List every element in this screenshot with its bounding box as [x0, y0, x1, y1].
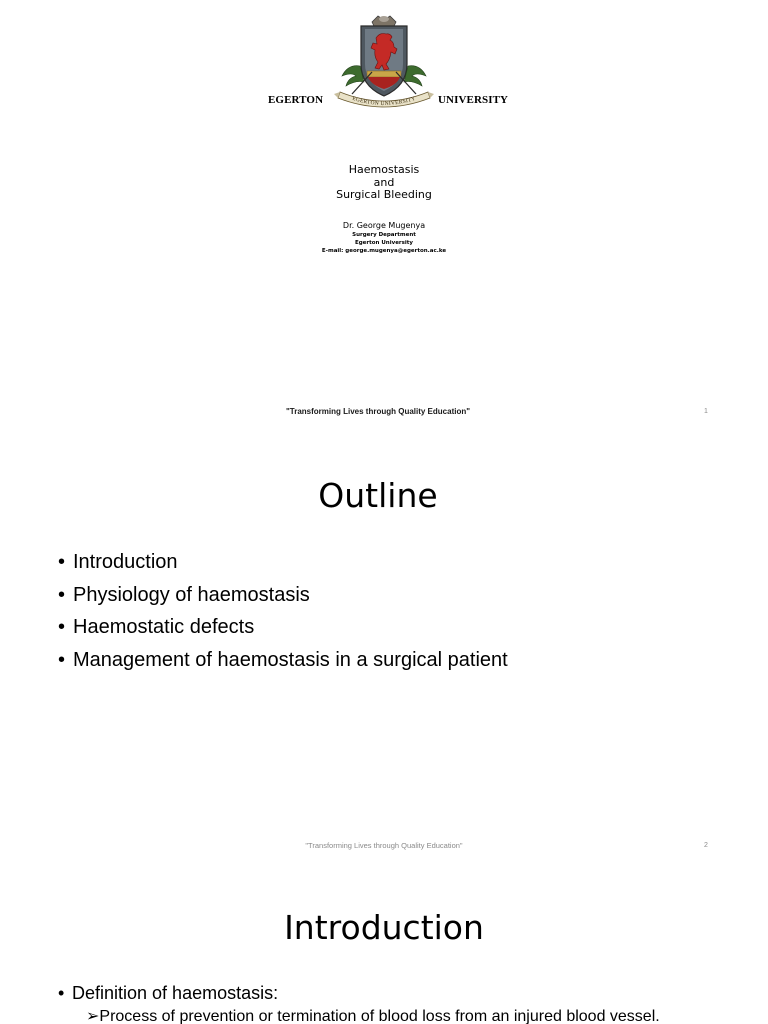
list-item	[58, 646, 508, 679]
university-crest-logo	[334, 14, 434, 110]
svg-text:EGERTON UNIVERSITY	[351, 96, 416, 107]
slide-page-number: 2	[704, 842, 708, 849]
list-item-text: Physiology of haemostasis	[73, 583, 310, 606]
list-item-text: Introduction	[73, 551, 178, 573]
title-line-1: Haemostasis	[348, 163, 420, 176]
title-line-3: Surgical Bleeding	[336, 188, 432, 201]
slide-1	[0, 0, 768, 434]
bullet-glyph: •	[58, 983, 65, 1003]
slide-title: Outline	[318, 476, 438, 515]
slide-2	[0, 434, 768, 868]
slide-page-number: 1	[704, 408, 708, 415]
list-item	[58, 981, 278, 1005]
author-institution: Egerton University	[354, 240, 414, 246]
bullet-glyph: •	[58, 648, 66, 671]
list-item	[58, 613, 508, 646]
slide-footer-motto: "Transforming Lives through Quality Education"	[285, 407, 471, 416]
arrow-bullet-icon: ➢	[86, 1008, 100, 1024]
slide-title: Introduction	[284, 908, 484, 947]
list-item-text: Haemostatic defects	[73, 616, 255, 638]
title-line-2: and	[373, 175, 395, 189]
bullet-glyph: •	[58, 583, 66, 606]
university-name-right: UNIVERSITY	[438, 94, 509, 106]
sub-list-item-text: Process of prevention or termination of blood loss from an injured blood vessel.	[99, 1008, 660, 1024]
slide-3	[0, 868, 768, 1024]
outline-list	[58, 548, 508, 678]
list-item-text: Management of haemostasis in a surgical patient	[73, 648, 508, 671]
author-info	[0, 221, 768, 255]
presentation-title	[0, 164, 768, 202]
sub-list-item	[86, 1007, 660, 1024]
list-item-text: Definition of haemostasis:	[72, 983, 279, 1003]
author-email: E-mail: george.mugenya@egerton.ac.ke	[321, 248, 447, 254]
list-item	[58, 548, 508, 581]
bullet-glyph: •	[58, 616, 66, 638]
author-department: Surgery Department	[352, 232, 416, 238]
university-name-left: EGERTON	[268, 94, 324, 106]
slide-footer-motto: "Transforming Lives through Quality Education"	[305, 841, 463, 850]
author-name: Dr. George Mugenya	[342, 221, 426, 230]
crest-banner-text: EGERTON UNIVERSITY	[351, 95, 417, 108]
list-item	[58, 581, 508, 614]
bullet-glyph: •	[58, 551, 66, 573]
